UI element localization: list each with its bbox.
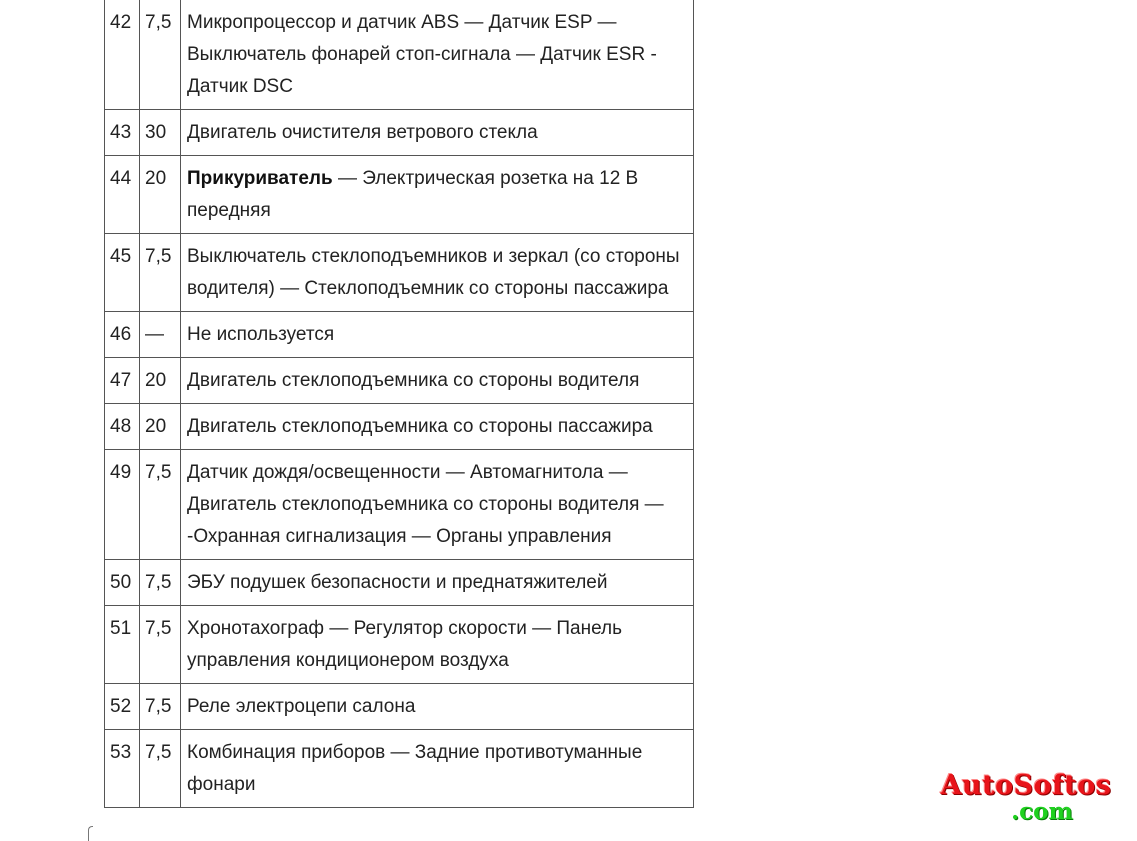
fuse-amperage: 7,5 <box>140 730 181 808</box>
fuse-description <box>181 684 694 730</box>
fuse-description <box>181 312 694 358</box>
fuse-amperage: 30 <box>140 110 181 156</box>
fuse-number: 51 <box>105 606 140 684</box>
fuse-number: 52 <box>105 684 140 730</box>
fuse-amperage: 7,5 <box>140 0 181 110</box>
fuse-number: 50 <box>105 560 140 606</box>
fuse-amperage: 7,5 <box>140 560 181 606</box>
fuse-description <box>181 450 694 560</box>
fuse-description-text: Датчик дождя/освещенности — Автомагнитола — Двигатель стеклоподъемника со стороны водителя — -Охранная сигнализация — Органы управления <box>187 462 664 547</box>
fuse-description <box>181 156 694 234</box>
fuse-number: 48 <box>105 404 140 450</box>
fuse-number: 43 <box>105 110 140 156</box>
fuse-description-text: Выключатель стеклоподъемников и зеркал (со стороны водителя) — Стеклоподъемник со стороны пассажира <box>187 246 680 299</box>
fuse-description-text: Двигатель стеклоподъемника со стороны водителя <box>187 370 640 391</box>
fuse-number: 49 <box>105 450 140 560</box>
fuse-description-text: Двигатель стеклоподъемника со стороны пассажира <box>187 416 653 437</box>
table-row <box>105 684 694 730</box>
fuse-description-text: Комбинация приборов — Задние противотуманные фонари <box>187 742 643 795</box>
fuse-number: 44 <box>105 156 140 234</box>
fuse-number: 53 <box>105 730 140 808</box>
table-row <box>105 156 694 234</box>
fuse-description <box>181 0 694 110</box>
watermark-line-2: .com <box>1011 798 1073 825</box>
fuse-amperage: 7,5 <box>140 450 181 560</box>
watermark-line-1: AutoSoftos <box>940 770 1112 801</box>
fuse-description-text: Микропроцессор и датчик ABS — Датчик ESP — Выключатель фонарей стоп-сигнала — Датчик ESR - Датчик DSC <box>187 12 657 97</box>
fuse-description-text: ЭБУ подушек безопасности и преднатяжителей <box>187 572 608 593</box>
table-row <box>105 0 694 110</box>
fuse-amperage: 20 <box>140 358 181 404</box>
fuse-table-body <box>105 0 694 808</box>
fuse-number: 47 <box>105 358 140 404</box>
table-row <box>105 312 694 358</box>
fuse-number: 45 <box>105 234 140 312</box>
table-row <box>105 606 694 684</box>
fuse-amperage: — <box>140 312 181 358</box>
fuse-description <box>181 110 694 156</box>
fuse-description <box>181 560 694 606</box>
table-row <box>105 450 694 560</box>
fuse-description <box>181 404 694 450</box>
table-row <box>105 560 694 606</box>
fuse-description-text: Хронотахограф — Регулятор скорости — Панель управления кондиционером воздуха <box>187 618 623 671</box>
fuse-amperage: 7,5 <box>140 234 181 312</box>
table-row <box>105 110 694 156</box>
fuse-description-text: Двигатель очистителя ветрового стекла <box>187 122 538 143</box>
fuse-amperage: 20 <box>140 156 181 234</box>
fuse-description <box>181 234 694 312</box>
fuse-description <box>181 358 694 404</box>
watermark-logo <box>931 772 1121 823</box>
fuse-description-text: Реле электроцепи салона <box>187 696 416 717</box>
fuse-description <box>181 730 694 808</box>
fuse-amperage: 20 <box>140 404 181 450</box>
table-row <box>105 730 694 808</box>
fuse-description-text: — Электрическая розетка на 12 В передняя <box>187 168 639 221</box>
fuse-table <box>104 0 694 808</box>
fuse-description-bold: Прикуриватель <box>187 168 333 189</box>
fuse-amperage: 7,5 <box>140 684 181 730</box>
fuse-amperage: 7,5 <box>140 606 181 684</box>
fuse-description <box>181 606 694 684</box>
fuse-number: 42 <box>105 0 140 110</box>
table-row <box>105 404 694 450</box>
table-row <box>105 234 694 312</box>
fuse-description-text: Не используется <box>187 324 335 345</box>
table-row <box>105 358 694 404</box>
fuse-number: 46 <box>105 312 140 358</box>
